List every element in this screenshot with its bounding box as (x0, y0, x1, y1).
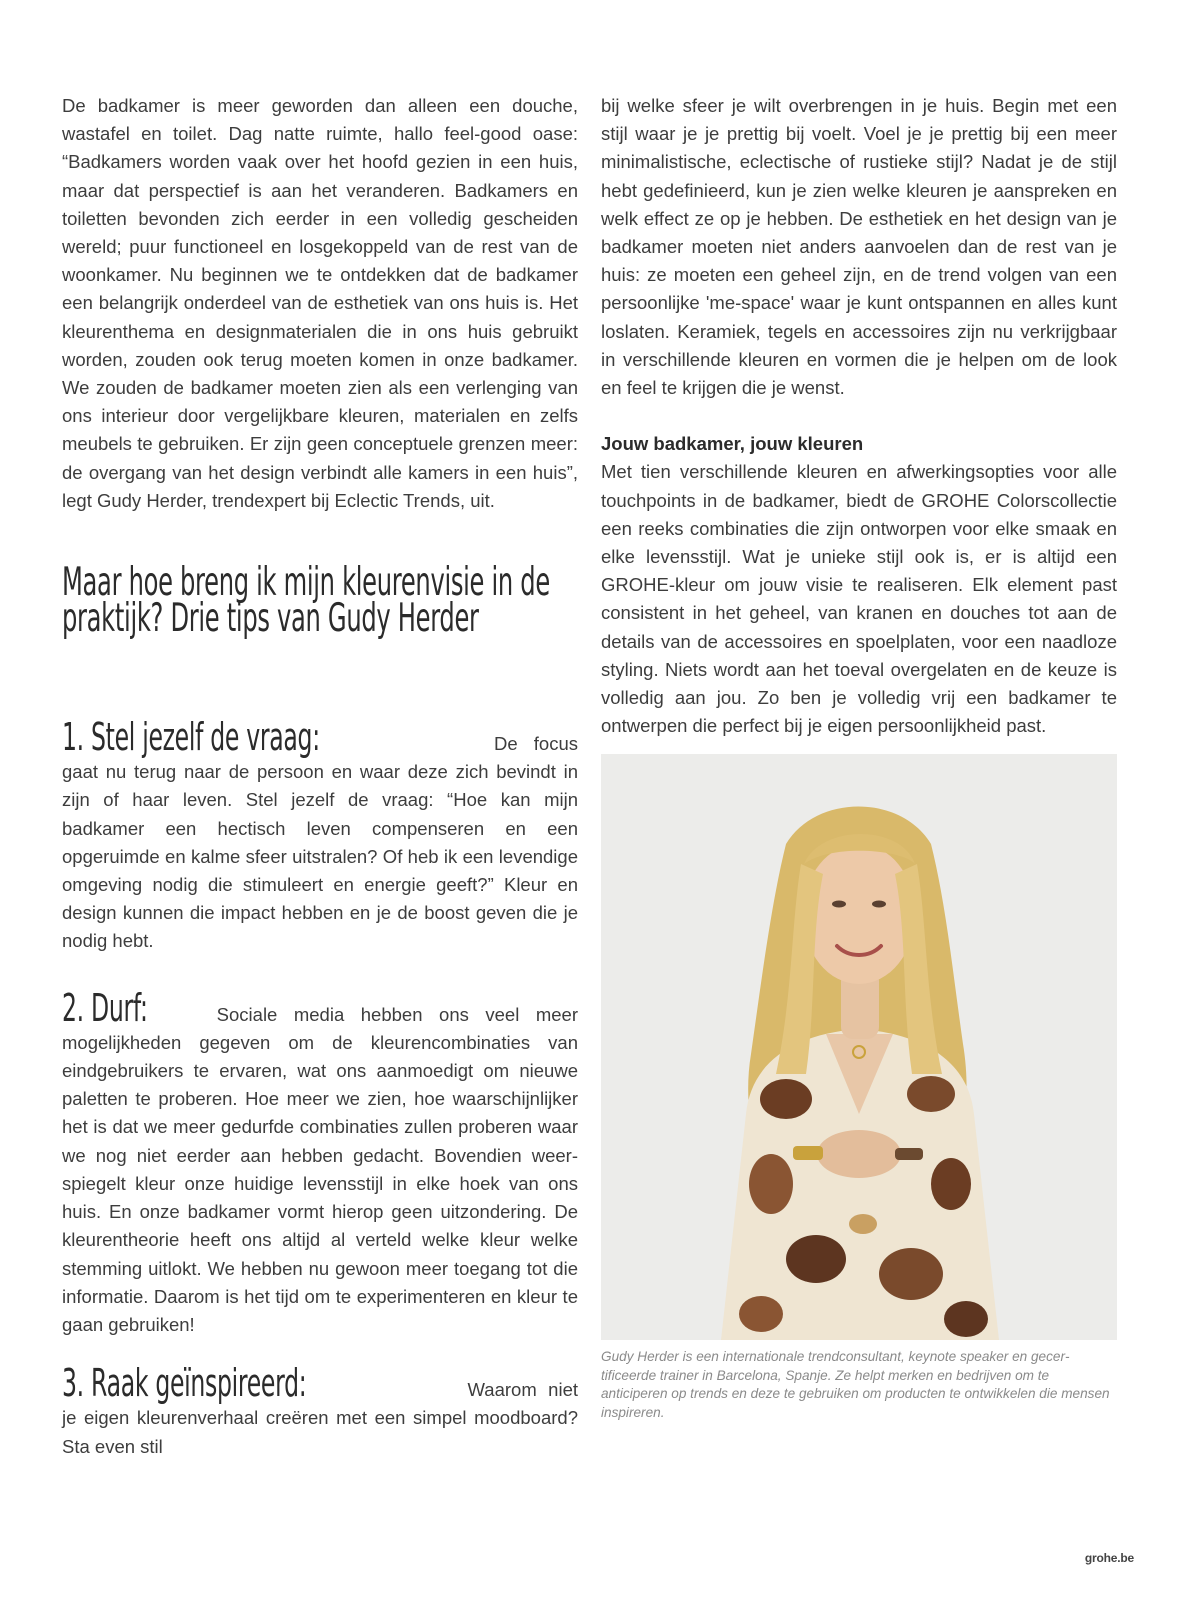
tip-3-text: Waarom niet je eigen kleurenverhaal creëren met een simpel moodboard? Sta even stil (62, 1379, 578, 1457)
tip-2-title: 2. Durf: (62, 985, 148, 1030)
section-heading: Maar hoe breng ik mijn kleurenvisie in de praktijk? Drie tips van Gudy Herder (62, 560, 550, 642)
tip-1-title: 1. Stel jezelf de vraag: (62, 715, 320, 760)
tip-1-text: De focus gaat nu terug naar de persoon en waar deze zich bevindt in zijn of haar leven. Stel jezelf de vraag: “Hoe kan mijn badkamer een hectisch leven compenseren en een opgeruimde en kalme sfeer uitstralen? Of heb ik een levendige omgeving nodig die stimuleert en energie geeft?” Kleur en design kunnen die impact hebben en je de boost geven die je nodig hebt. (62, 733, 578, 952)
colors-paragraph: Met tien verschillende kleuren en afwerkingsopties voor alle touchpoints in de badkamer, biedt de GROHE Colorscollectie een reeks combinaties die zijn ontworpen voor elke smaak en elke levensstijl. Wat je unieke stijl ook is, er is altijd een GROHE-kleur om jouw visie te realiseren. Elk element past consistent in het geheel, van kranen en douches tot aan de details van de accessoires en spoelplaten, voor een naadloze styling. Niets wordt aan het toeval overgelaten en de keuze is volledig aan jou. Zo ben je volledig vrij een badkamer te ontwerpen die perfect bij je eigen persoonlijkheid past. (601, 461, 1117, 737)
photo-caption: Gudy Herder is een internationale trendconsultant, keynote speaker en gecertificeerde trainer in Barcelona, Spanje. Ze helpt merken en bedrijven om te anticiperen op trends en deze te gebruiken om producten te ontwikkelen die mensen inspireren. (601, 1349, 1110, 1420)
footer-url[interactable]: grohe.be (1084, 1551, 1134, 1565)
tip-2 (62, 985, 578, 1339)
tip-3 (62, 1361, 578, 1461)
subheading: Jouw badkamer, jouw kleuren (601, 433, 864, 455)
tip-1 (62, 715, 578, 956)
tip-3-title: 3. Raak geïnspireerd: (62, 1361, 307, 1406)
tip-2-text: Sociale media hebben ons veel meer mogelijkheden gegeven om de kleurencombinaties van eindgebruikers te ervaren, wat ons aanmoedigt om nieuwe paletten te proberen. Hoe meer we zien, hoe waarschijnlijker het is dat we meer gedurfde combinaties zullen proberen waar we nog niet eerder aan hebben gedacht. Bovendien weerspiegelt kleur onze huidige levensstijl in elke hoek van ons huis. En onze badkamer vormt hierop geen uitzondering. De kleurentheorie heeft ons altijd al verteld welke kleur welke stemming uitlokt. We hebben nu gewoon meer toegang tot die informatie. Daarom is het tijd om te experimenteren en kleur te gaan gebruiken! (62, 1003, 578, 1335)
left-column (62, 92, 578, 1461)
continuation-paragraph: bij welke sfeer je wilt overbrengen in je huis. Begin met een stijl waar je je prettig bij voelt. Voel je je prettig bij een meer minimalistische, eclectische of rustieke stijl? Nadat je de stijl hebt gedefinieerd, kun je zien welke kleuren je aanspreken en welk effect ze op je hebben. De esthetiek en het design van je badkamer moeten niet anders aanvoelen dan de rest van je huis: ze moeten een geheel zijn, en de trend volgen van een persoonlijke 'me-space' waar je kunt ontspannen en alles kunt loslaten. Keramiek, tegels en accessoires zijn nu verkrijgbaar in verschillende kleuren en vormen die je helpen om de look en feel te krijgen die je wenst. (601, 95, 1117, 399)
portrait-illustration (601, 754, 1117, 1340)
portrait-photo (601, 754, 1117, 1340)
right-column (601, 92, 1117, 1422)
intro-paragraph: De badkamer is meer geworden dan alleen een douche, wastafel en toilet. Dag natte ruimte, hallo feel-good oase: “Badkamers worden vaak over het hoofd gezien in een huis, maar dat perspectief is aan het veranderen. Badkamers en toiletten bevonden zich eerder in een volledig gescheiden wereld; puur functioneel en losgekoppeld van de rest van de woonkamer. Nu beginnen we te ontdekken dat de badkamer een belangrijk onderdeel van de esthetiek van ons huis is. Het kleurenthema en designmaterialen die in ons huis gebruikt worden, zouden ook terug moeten komen in onze badkamer. We zouden de badkamer moeten zien als een verlenging van ons interieur door vergelijkbare kleuren, materialen en zelfs meubels te gebruiken. Er zijn geen conceptuele grenzen meer: de overgang van het design verbindt alle kamers in een huis”, legt Gudy Herder, trendexpert bij Eclectic Trends, uit. (62, 95, 578, 511)
